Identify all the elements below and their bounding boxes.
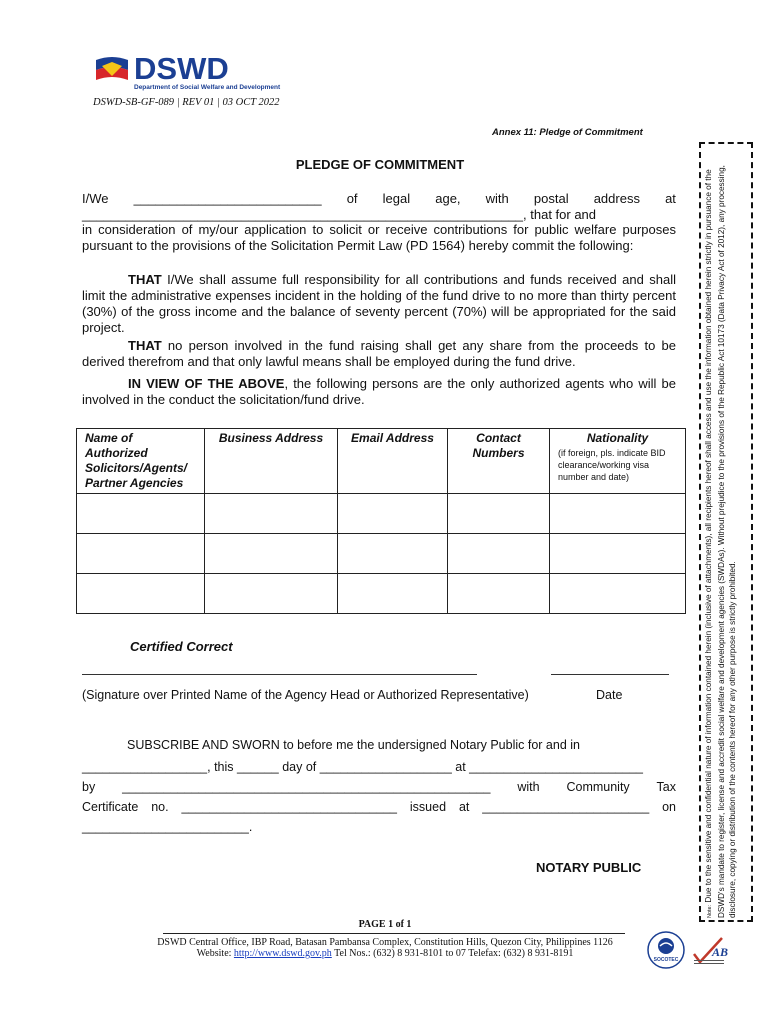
dswd-flag-icon — [94, 56, 130, 84]
dswd-logo — [94, 51, 281, 94]
nationality-label: Nationality — [586, 431, 649, 445]
table-cell[interactable] — [338, 574, 448, 614]
intro-word: I/We — [82, 191, 109, 206]
table-cell[interactable] — [338, 534, 448, 574]
date-line[interactable] — [551, 674, 669, 675]
sworn-word: on — [662, 800, 676, 814]
sworn-statement-line-1: SUBSCRIBE AND SWORN to before me the undersigned Notary Public for and in — [127, 738, 580, 752]
seal-1-text: SOCOTEC — [653, 957, 679, 963]
table-cell[interactable] — [550, 574, 686, 614]
sworn-word: with — [517, 780, 540, 794]
sworn-word: no. — [151, 800, 169, 814]
certificate-number-blank: _______________________________ — [181, 800, 397, 814]
signature-label: (Signature over Printed Name of the Agency Head or Authorized Representative) — [82, 688, 529, 702]
footer-divider — [163, 933, 625, 934]
intro-word: postal — [533, 191, 569, 206]
ab-accreditation-seal-icon — [690, 932, 728, 970]
intro-word: of — [346, 191, 358, 206]
affiant-blank: _____________________________________________________ — [122, 780, 491, 794]
sworn-statement-line-5: ________________________. — [82, 820, 253, 834]
page-number: PAGE 1 of 1 — [358, 919, 412, 930]
signature-line[interactable] — [82, 674, 477, 675]
sworn-word: Tax — [656, 780, 676, 794]
clause-3-lead: IN VIEW OF THE ABOVE — [128, 376, 285, 391]
notary-public-label: NOTARY PUBLIC — [536, 860, 642, 875]
footer-address: DSWD Central Office, IBP Road, Batasan Pambansa Complex, Constitution Hills, Quezon City, Philippines 1126 — [157, 937, 613, 948]
table-cell[interactable] — [448, 534, 550, 574]
col-header-nationality — [550, 429, 686, 494]
website-label: Website: — [196, 948, 234, 959]
clause-3-text: , the following persons are the only authorized agents who will be involved in the conduct the solicitation/fund drive. — [82, 376, 676, 407]
sworn-word: by — [82, 780, 96, 794]
table-cell[interactable] — [77, 574, 205, 614]
privacy-notice — [703, 142, 738, 918]
intro-paragraph: in consideration of my/our application to solicit or receive contributions for public welfare purposes pursuant to the provisions of the Solicitation Permit Law (PD 1564) hereby commit the following: — [82, 222, 676, 253]
logo-wordmark: DSWD — [134, 51, 229, 86]
clause-1 — [82, 272, 676, 336]
table-cell[interactable] — [550, 494, 686, 534]
intro-word: address — [593, 191, 640, 206]
clause-2 — [82, 338, 676, 370]
socotec-certification-seal-icon — [646, 930, 686, 970]
table-cell[interactable] — [550, 534, 686, 574]
sworn-word: Community — [566, 780, 630, 794]
logo-subtext: Department of Social Welfare and Development — [134, 84, 281, 91]
table-cell[interactable] — [205, 494, 338, 534]
table-cell[interactable] — [77, 494, 205, 534]
table-row — [77, 494, 686, 534]
website-link[interactable]: http://www.dswd.gov.ph — [233, 948, 332, 959]
date-label: Date — [596, 688, 623, 702]
document-reference: DSWD-SB-GF-089 | REV 01 | 03 OCT 2022 — [93, 97, 280, 108]
sworn-statement-line-2: __________________, this ______ day of ___________________ at _________________________ — [82, 760, 643, 774]
address-blank-line: _____________________________________________________________, that for and — [82, 207, 597, 222]
authorized-agents-table — [76, 428, 686, 614]
clause-3 — [82, 376, 676, 408]
col-header-contact: Contact Numbers — [448, 429, 550, 494]
sworn-word: Certificate — [82, 800, 139, 814]
issued-at-blank: ________________________ — [482, 800, 650, 814]
privacy-notice-label: Note: — [707, 904, 713, 918]
annex-label: Annex 11: Pledge of Commitment — [492, 127, 643, 138]
table-cell[interactable] — [338, 494, 448, 534]
sworn-statement-line-4 — [82, 797, 676, 817]
clause-1-text: I/We shall assume full responsibility for all contributions and funds received and shall limit the administrative expenses incident in the holding of the fund drive to no more than thirty percent (30%) of the gross income and the balance of seventy percent (70%) will be appropriated for the said project. — [82, 272, 676, 335]
table-cell[interactable] — [448, 574, 550, 614]
page-title: PLEDGE OF COMMITMENT — [295, 157, 465, 172]
col-header-name: Name of Authorized Solicitors/Agents/ Partner Agencies — [77, 429, 205, 494]
table-cell[interactable] — [205, 574, 338, 614]
table-cell[interactable] — [205, 534, 338, 574]
table-row — [77, 534, 686, 574]
name-blank: __________________________ — [133, 191, 322, 206]
privacy-notice-text: Due to the sensitive and confidential nature of information contained herein (inclusive of attachments), all recipients hereof shall access and use the information obtained herein strictly in pursuance of the DSWD's mandate to register, license and accredit social welfare and development agencies (SWDAs). Without prejudice to the provisions of the Republic Act 10173 (Data Privacy Act of 2012), any processing, disclosure, copying or distribution of the contents hereof for any other purpose is strictly prohibited. — [704, 165, 737, 918]
phone-numbers: Tel Nos.: (632) 8 931-8101 to 07 Telefax: (632) 8 931-8191 — [331, 948, 574, 959]
table-cell[interactable] — [448, 494, 550, 534]
table-cell[interactable] — [77, 534, 205, 574]
sworn-statement-line-3 — [82, 777, 676, 797]
table-row — [77, 574, 686, 614]
intro-word: with — [485, 191, 509, 206]
seal-2-text: AB — [712, 945, 728, 959]
sworn-word: issued — [409, 800, 447, 814]
col-header-business-address: Business Address — [205, 429, 338, 494]
intro-line-1 — [82, 191, 676, 207]
nationality-note: (if foreign, pls. indicate BID clearance/working visa number and date) — [558, 448, 666, 482]
clause-1-lead: THAT — [128, 272, 162, 287]
clause-2-lead: THAT — [128, 338, 162, 353]
col-header-email: Email Address — [338, 429, 448, 494]
sworn-word: at — [458, 800, 470, 814]
intro-word: age, — [435, 191, 461, 206]
clause-2-text: no person involved in the fund raising shall get any share from the proceeds to be derived therefrom and that only lawful means shall be employed during the fund drive. — [82, 338, 676, 369]
certified-correct-heading: Certified Correct — [130, 639, 233, 654]
intro-word: legal — [382, 191, 411, 206]
table-header-row — [77, 429, 686, 494]
intro-word: at — [665, 191, 676, 206]
